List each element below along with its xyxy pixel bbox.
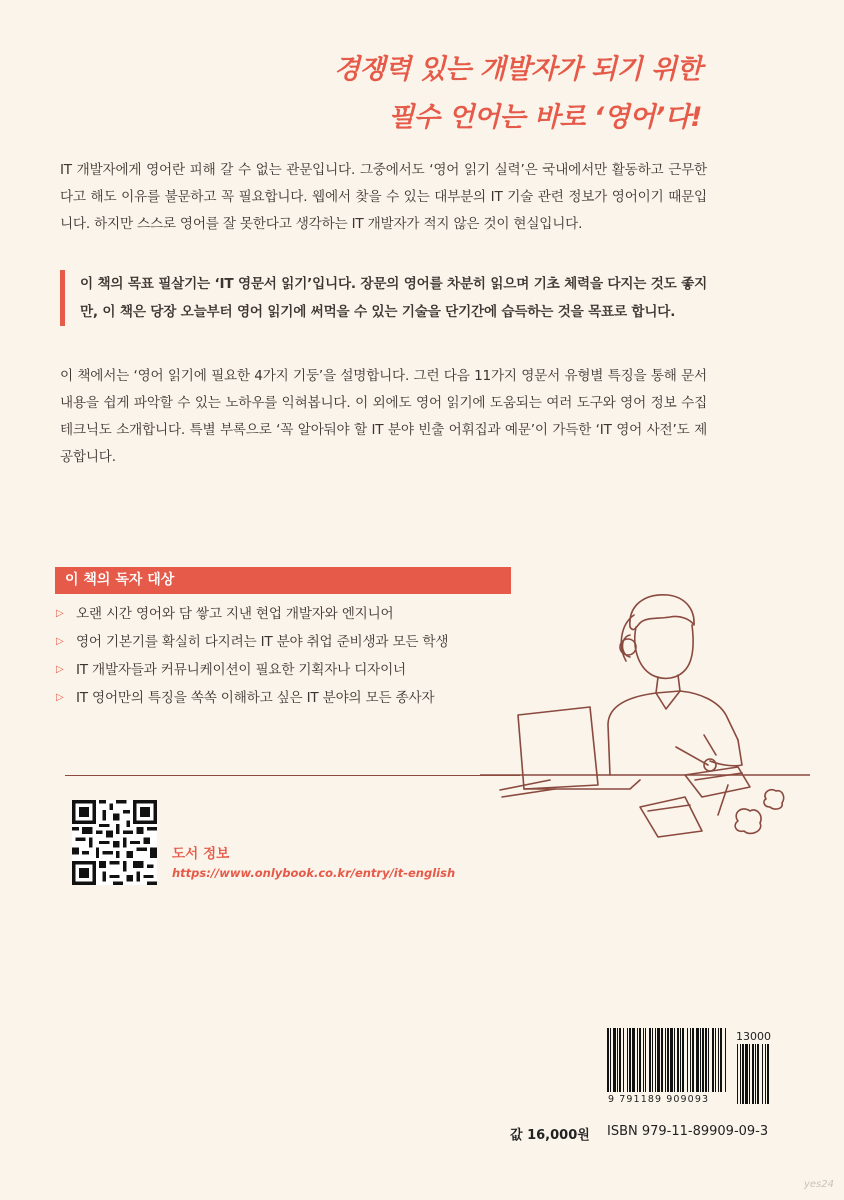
price-code: 13000 xyxy=(736,1030,771,1043)
watermark-logo: yes24 xyxy=(803,1179,834,1190)
triangle-icon: ▷ xyxy=(56,664,64,675)
goal-quote: 이 책의 목표 필살기는 ‘IT 영문서 읽기’입니다. 장문의 영어를 차분히 읽으며 기초 체력을 다지는 것도 좋지만, 이 책은 당장 오늘부터 영어 읽기에 써먹을 수 있는 기술을 단기간에 습득하는 것을 목표로 합니다. xyxy=(60,270,707,326)
list-item xyxy=(56,600,448,628)
list-item xyxy=(56,628,448,656)
triangle-icon: ▷ xyxy=(56,636,64,647)
reader-item-label: IT 개발자들과 커뮤니케이션이 필요한 기획자나 디자이너 xyxy=(76,662,406,678)
list-item xyxy=(56,656,448,684)
triangle-icon: ▷ xyxy=(56,692,64,703)
headline-line-2: 필수 언어는 바로 ‘영어’다! xyxy=(388,102,702,133)
barcode-digits: 9 791189 909093 xyxy=(608,1094,710,1105)
reader-item-label: 오랜 시간 영어와 담 쌓고 지낸 현업 개발자와 엔지니어 xyxy=(76,606,394,622)
description-paragraph: 이 책에서는 ‘영어 읽기에 필요한 4가지 기둥’을 설명합니다. 그런 다음 11가지 영문서 유형별 특징을 통해 문서 내용을 쉽게 파악할 수 있는 노하우를 익혀봅니다. 이 외에도 영어 읽기에 도움되는 여러 도구와 영어 정보 수집 테크닉도 소개합니다. 특별 부록으로 ‘꼭 알아둬야 할 IT 분야 빈출 어휘집과 예문’이 가득한 ‘IT 영어 사전’도 제공합니다. xyxy=(60,368,707,465)
book-info-title: 도서 정보 xyxy=(172,846,230,862)
qr-code-icon xyxy=(72,800,157,885)
intro-paragraph: IT 개발자에게 영어란 피해 갈 수 없는 관문입니다. 그중에서도 ‘영어 읽기 실력’은 국내에서만 활동하고 근무한다고 해도 이유를 불문하고 꼭 필요합니다. 웹에서 찾을 수 있는 대부분의 IT 기술 관련 정보가 영어이기 때문입니다. 하지만 스스로 영어를 잘 못한다고 생각하는 IT 개발자가 적지 않은 것이 현실입니다. xyxy=(60,162,707,232)
list-item xyxy=(56,684,448,712)
headline xyxy=(334,46,702,142)
reader-item-label: IT 영어만의 특징을 쏙쏙 이해하고 싶은 IT 분야의 모든 종사자 xyxy=(76,690,435,706)
readers-section-title: 이 책의 독자 대상 xyxy=(55,567,511,594)
price-label: 값 16,000원 xyxy=(510,1128,590,1143)
book-info-url[interactable]: https://www.onlybook.co.kr/entry/it-english xyxy=(172,866,456,880)
developer-illustration xyxy=(480,575,810,855)
section-divider xyxy=(65,775,520,776)
readers-list xyxy=(56,600,448,712)
isbn-label: ISBN 979-11-89909-09-3 xyxy=(607,1124,769,1139)
reader-item-label: 영어 기본기를 확실히 다지려는 IT 분야 취업 준비생과 모든 학생 xyxy=(76,634,449,650)
headline-line-1: 경쟁력 있는 개발자가 되기 위한 xyxy=(333,54,702,85)
triangle-icon: ▷ xyxy=(56,608,64,619)
